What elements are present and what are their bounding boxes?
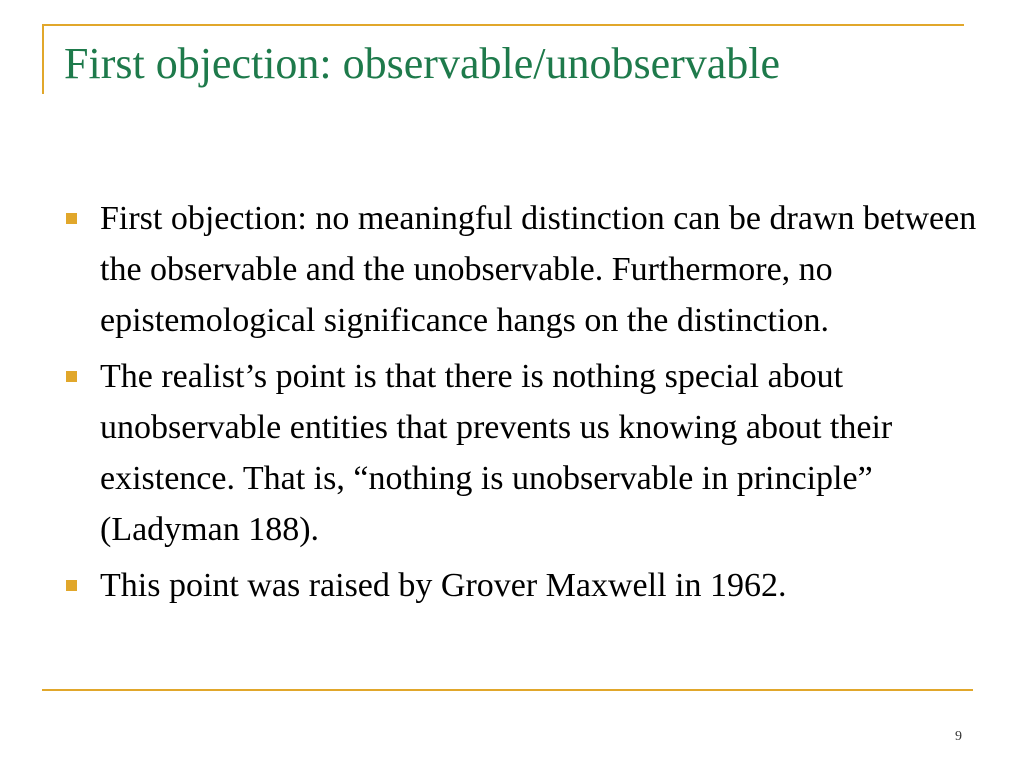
slide-title: First objection: observable/unobservable [64, 39, 781, 88]
bullet-item [100, 560, 980, 611]
bullet-list [100, 193, 980, 616]
bullet-text: This point was raised by Grover Maxwell in 1962. [100, 567, 787, 604]
square-bullet-icon [66, 580, 77, 591]
bullet-text: First objection: no meaningful distinction can be drawn between the observable and the unobservable. Furthermore, no epistemological significance hangs on the distinction. [100, 200, 977, 339]
page-number: 9 [955, 729, 962, 744]
bottom-accent-rule [42, 689, 973, 691]
bullet-text: The realist’s point is that there is nothing special about unobservable entities that prevents us knowing about their existence. That is, “nothing is unobservable in principle” (Ladyman 188). [100, 358, 893, 548]
bullet-item [100, 193, 980, 346]
left-accent-rule [42, 24, 44, 94]
bullet-item [100, 351, 980, 555]
top-accent-rule [42, 24, 964, 26]
square-bullet-icon [66, 213, 77, 224]
square-bullet-icon [66, 371, 77, 382]
